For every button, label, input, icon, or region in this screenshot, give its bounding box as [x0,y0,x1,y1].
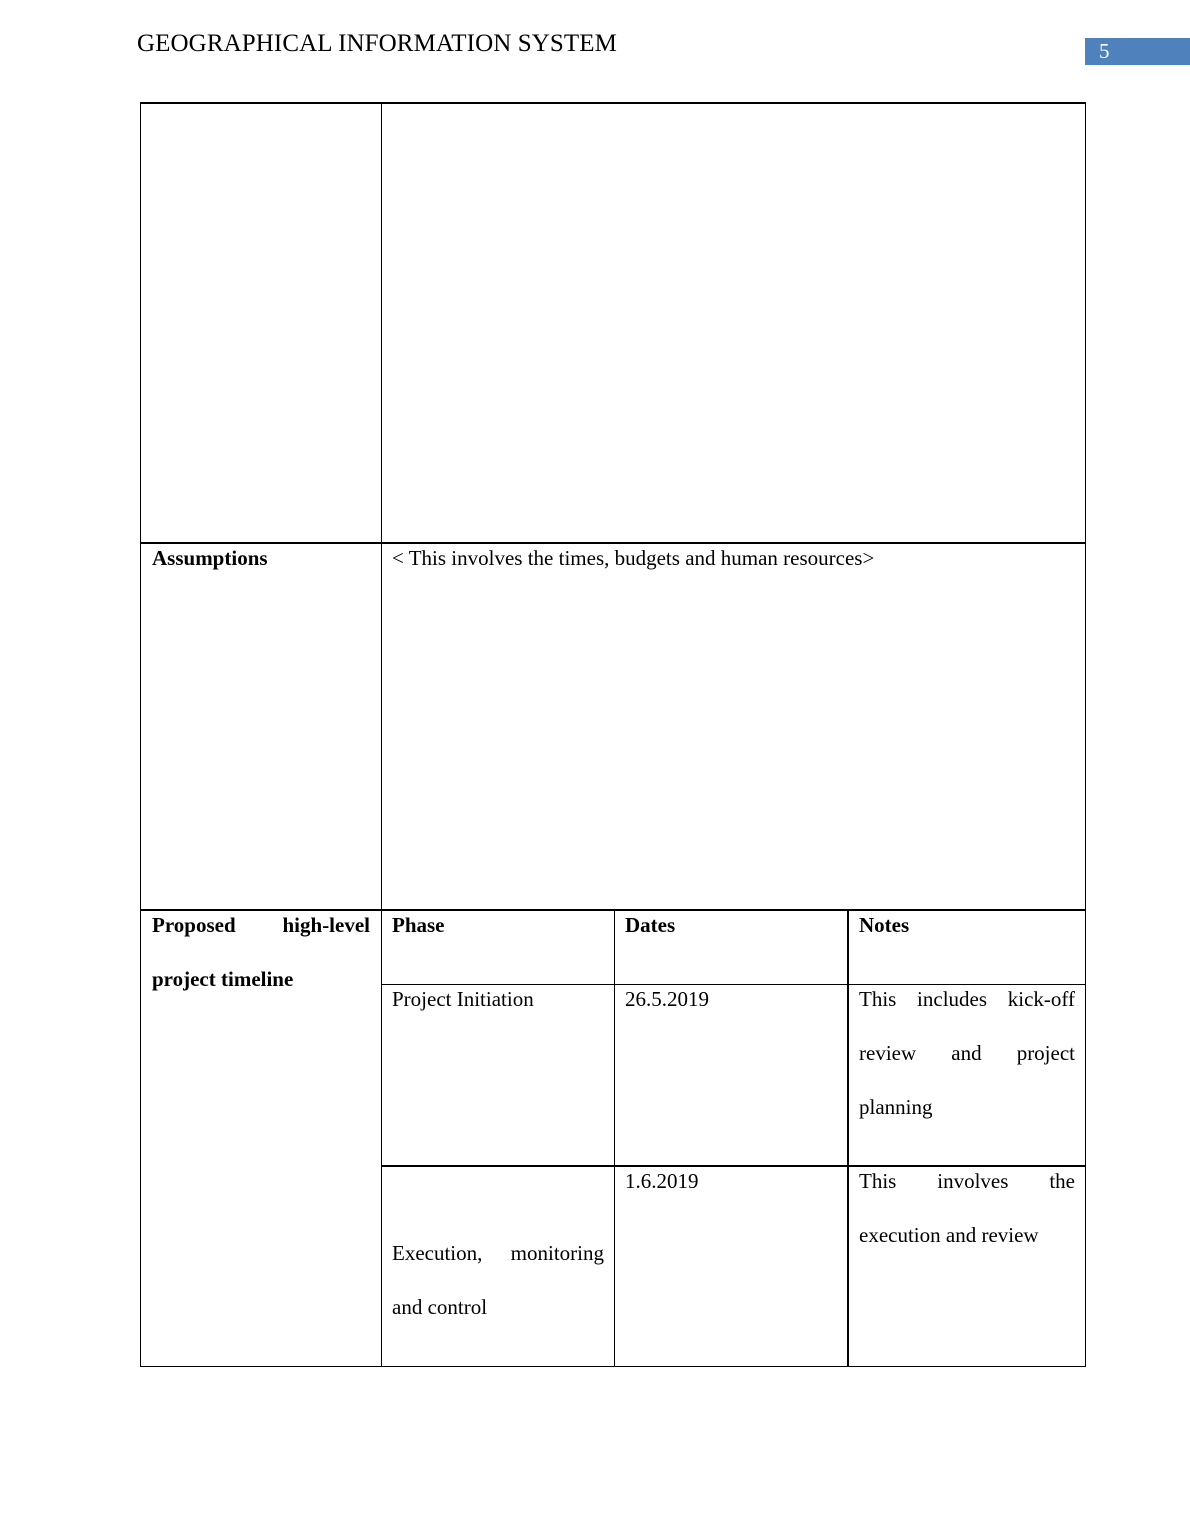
row2-notes-line1: This involves the [859,1169,1075,1193]
row2-notes-line2: execution and review [859,1223,1039,1247]
assumptions-value: < This involves the times, budgets and human resources> [392,546,875,570]
subtable-border-col2 [614,909,615,1367]
table-border-top [140,102,1086,104]
row2-phase-line1: Execution, monitoring [392,1241,604,1265]
table-border-left [140,102,141,1367]
row1-date: 26.5.2019 [625,987,709,1011]
row1-phase: Project Initiation [392,987,534,1011]
table-border-col1 [381,102,382,1367]
running-header-title: GEOGRAPHICAL INFORMATION SYSTEM [137,30,617,57]
page-number: 5 [1099,39,1110,63]
row1-notes-line2: review and project [859,1041,1075,1065]
row2-date: 1.6.2019 [625,1169,699,1193]
column-header-phase: Phase [392,913,445,937]
page-number-badge [1085,38,1190,65]
column-header-dates: Dates [625,913,676,937]
row1-notes-line1: This includes kick-off [859,987,1075,1011]
timeline-label-line2: project timeline [152,967,294,991]
table-border-right [1085,102,1086,1367]
column-header-notes: Notes [859,913,910,937]
row2-phase-line2: and control [392,1295,488,1319]
subtable-border-col3 [847,909,849,1367]
assumptions-label: Assumptions [152,546,268,570]
row1-notes-line3: planning [859,1095,933,1119]
timeline-label-line1: Proposed high-level [152,913,370,937]
table-border-bottom [140,1366,1086,1367]
